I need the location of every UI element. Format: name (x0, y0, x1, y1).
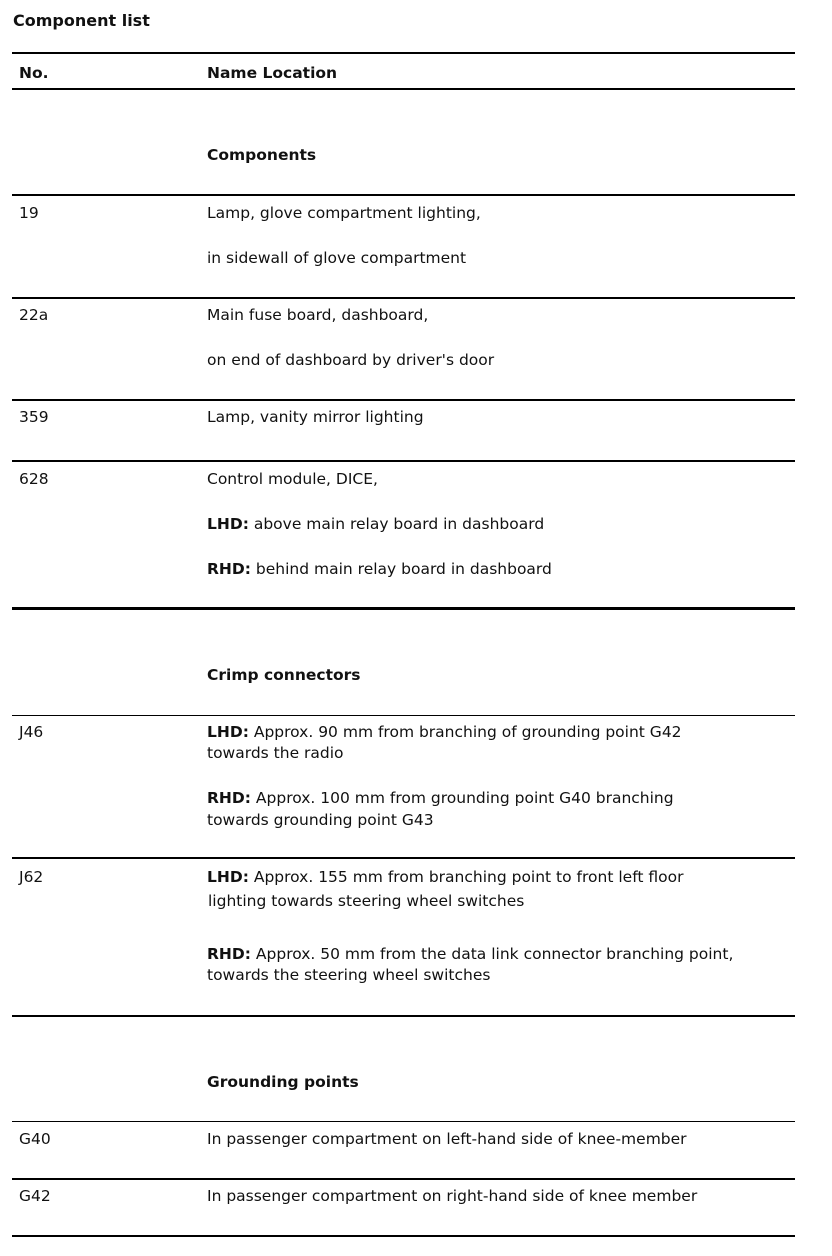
row-note-rhd (207, 789, 674, 808)
page-title: Component list (13, 11, 150, 30)
note-text: Approx. 50 mm from the data link connector branching point, (250, 945, 734, 963)
section-heading-crimp-connectors: Crimp connectors (207, 666, 361, 684)
row-location: In passenger compartment on left-hand side of knee-member (207, 1130, 687, 1148)
row-location: on end of dashboard by driver's door (207, 351, 495, 369)
section-end-rule (12, 1015, 795, 1017)
row-note-lhd (207, 868, 683, 887)
table-bottom-rule (12, 1235, 795, 1237)
column-header-name-location: Name Location (207, 64, 338, 82)
row-note-continuation: towards the steering wheel switches (207, 966, 491, 984)
note-label: RHD: (207, 560, 251, 578)
row-number: 628 (19, 470, 49, 488)
note-label: LHD: (207, 868, 249, 886)
note-text: Approx. 90 mm from branching of grounding point G42 (248, 723, 682, 741)
row-name: Main fuse board, dashboard, (207, 306, 429, 324)
row-divider (12, 194, 795, 196)
section-heading-components: Components (207, 146, 317, 164)
row-number: J46 (19, 723, 44, 741)
row-note-continuation: lighting towards steering wheel switches (208, 892, 525, 910)
row-name: Control module, DICE, (207, 470, 378, 488)
note-text: above main relay board in dashboard (248, 515, 545, 533)
row-name: Lamp, glove compartment lighting, (207, 204, 481, 222)
row-divider (12, 857, 795, 859)
row-divider (12, 1178, 795, 1180)
row-number: 359 (19, 408, 49, 426)
row-note-lhd (207, 723, 682, 742)
table-top-rule (12, 52, 795, 54)
row-note-lhd (207, 515, 544, 534)
row-location: in sidewall of glove compartment (207, 249, 467, 267)
section-heading-grounding-points: Grounding points (207, 1073, 359, 1091)
row-number: J62 (19, 868, 44, 886)
row-note-continuation: towards the radio (207, 744, 344, 762)
row-number: G42 (19, 1187, 51, 1205)
row-number: 22a (19, 306, 49, 324)
note-text: Approx. 155 mm from branching point to front left floor (248, 868, 684, 886)
row-number: G40 (19, 1130, 51, 1148)
note-label: LHD: (207, 723, 249, 741)
note-text: behind main relay board in dashboard (250, 560, 552, 578)
row-note-continuation: towards grounding point G43 (207, 811, 434, 829)
row-divider (12, 297, 795, 299)
row-note-rhd (207, 945, 733, 964)
note-text: Approx. 100 mm from grounding point G40 branching (250, 789, 674, 807)
section-end-rule (12, 607, 795, 610)
row-divider (12, 715, 795, 716)
row-note-rhd (207, 560, 552, 579)
row-name: Lamp, vanity mirror lighting (207, 408, 424, 426)
row-number: 19 (19, 204, 39, 222)
note-label: LHD: (207, 515, 249, 533)
note-label: RHD: (207, 945, 251, 963)
column-header-no: No. (19, 64, 49, 82)
row-divider (12, 460, 795, 462)
row-divider (12, 1121, 795, 1122)
note-label: RHD: (207, 789, 251, 807)
row-divider (12, 399, 795, 401)
row-location: In passenger compartment on right-hand side of knee member (207, 1187, 698, 1205)
header-bottom-rule (12, 88, 795, 90)
